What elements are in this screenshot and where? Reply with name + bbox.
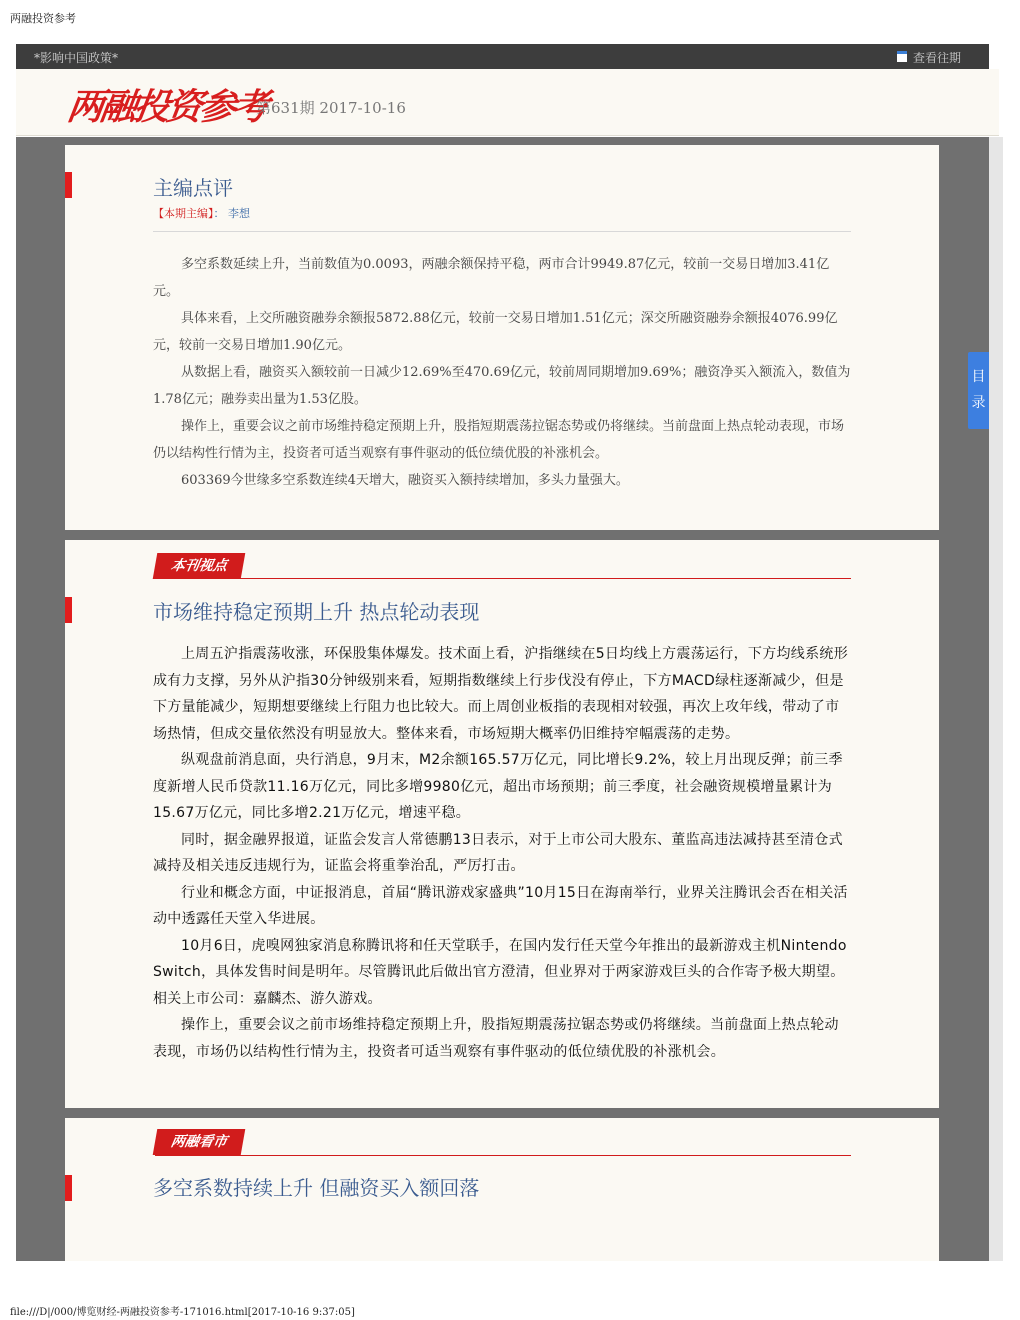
margin-watch-card [65, 1118, 939, 1261]
article-paragraph: 上周五沪指震荡收涨，环保股集体爆发。技术面上看，沪指继续在5日均线上方震荡运行，下方均线系统形成有力支撑，另外从沪指30分钟级别来看，短期指数继续上行步伐没有停止，下方MACD绿柱逐渐减少，但是下方量能减少，短期想要继续上行阻力也比较大。而上周创业板指的表现相对较强，再次上攻年线，带动了市场热情，但成交量依然没有明显放大。整体来看，市场短期大概率仍旧维持窄幅震荡的走势。 [153, 646, 849, 742]
review-body [153, 251, 853, 494]
past-issues-link[interactable]: 查看往期 [912, 51, 961, 65]
article-paragraph: 10月6日，虎嗅网独家消息称腾讯将和任天堂联手，在国内发行任天堂今年推出的最新游戏主机Nintendo Switch，具体发售时间是明年。尽管腾讯此后做出官方澄清，但业界对于两家游戏巨头的合作寄予极大期望。相关上市公司：嘉麟杰、游久游戏。 [153, 937, 847, 1007]
red-marker [65, 1175, 72, 1201]
section-tag: 两融看市 [153, 1129, 246, 1155]
print-footer: file:///D|/000/博览财经-两融投资参考-171016.html[2017-10-16 9:37:05] [10, 1307, 355, 1318]
issue-info: 第631期 2017-10-16 [256, 99, 406, 117]
editor-review-card [65, 145, 939, 530]
red-marker [65, 172, 72, 198]
tag-divider [155, 1155, 851, 1156]
divider [153, 231, 851, 232]
review-title: 主编点评 [153, 176, 233, 200]
article-paragraph: 纵观盘前消息面，央行消息，9月末，M2余额165.57万亿元，同比增长9.2%，较上月出现反弹；前三季度新增人民币贷款11.16万亿元，同比多增9980亿元，超出市场预期；前三季度，社会融资规模增量累计为15.67万亿元，同比多增2.21万亿元，增速平稳。 [153, 752, 843, 821]
toc-label: 目 [971, 369, 986, 385]
red-marker [65, 597, 72, 623]
print-header: 两融投资参考 [10, 12, 76, 25]
article-paragraph: 同时，据金融界报道，证监会发言人常德鹏13日表示，对于上市公司大股东、董监高违法减持甚至清仓式减持及相关违反违规行为，证监会将重拳治乱，严厉打击。 [153, 831, 843, 874]
review-paragraph: 操作上，重要会议之前市场维持稳定预期上升，股指短期震荡拉锯态势或仍将继续。当前盘面上热点轮动表现，市场仍以结构性行情为主，投资者可适当观察有事件驱动的低位绩优股的补涨机会。 [153, 419, 845, 461]
article-paragraph: 行业和概念方面，中证报消息，首届“腾讯游戏家盛典”10月15日在海南举行，业界关注腾讯会否在相关活动中透露任天堂入华进展。 [153, 884, 848, 927]
slogan: *影响中国政策* [34, 51, 119, 65]
editor-name: 李想 [228, 207, 250, 220]
editor-line [153, 205, 250, 221]
logo: 两融投资参考 [64, 87, 269, 128]
article-paragraph: 操作上，重要会议之前市场维持稳定预期上升，股指短期震荡拉锯态势或仍将继续。当前盘面上热点轮动表现，市场仍以结构性行情为主，投资者可适当观察有事件驱动的低位绩优股的补涨机会。 [153, 1017, 839, 1060]
article-title[interactable]: 多空系数持续上升 但融资买入额回落 [153, 1176, 480, 1200]
article-body [153, 641, 853, 1065]
tag-divider [155, 578, 851, 579]
content-area [16, 137, 989, 1261]
side-stripe [989, 137, 1003, 1261]
editor-separator: ： [213, 207, 225, 220]
review-paragraph: 603369今世缘多空系数连续4天增大，融资买入额持续增加，多头力量强大。 [181, 473, 629, 488]
toc-button[interactable] [968, 352, 989, 429]
editor-label: 【本期主编】 [153, 207, 214, 220]
masthead [16, 69, 999, 136]
review-paragraph: 多空系数延续上升，当前数值为0.0093，两融余额保持平稳，两市合计9949.87亿元，较前一交易日增加3.41亿元。 [153, 257, 830, 299]
section-tag: 本刊视点 [153, 553, 246, 579]
top-bar [16, 44, 989, 69]
viewpoint-card [65, 540, 939, 1108]
toc-label: 录 [971, 395, 986, 411]
article-title[interactable]: 市场维持稳定预期上升 热点轮动表现 [153, 600, 480, 624]
calendar-icon [897, 51, 907, 62]
review-paragraph: 具体来看，上交所融资融券余额报5872.88亿元，较前一交易日增加1.51亿元；深交所融资融券余额报4076.99亿元，较前一交易日增加1.90亿元。 [153, 311, 838, 353]
review-paragraph: 从数据上看，融资买入额较前一日减少12.69%至470.69亿元，较前周同期增加9.69%；融资净买入额流入，数值为1.78亿元；融券卖出量为1.53亿股。 [153, 365, 851, 407]
